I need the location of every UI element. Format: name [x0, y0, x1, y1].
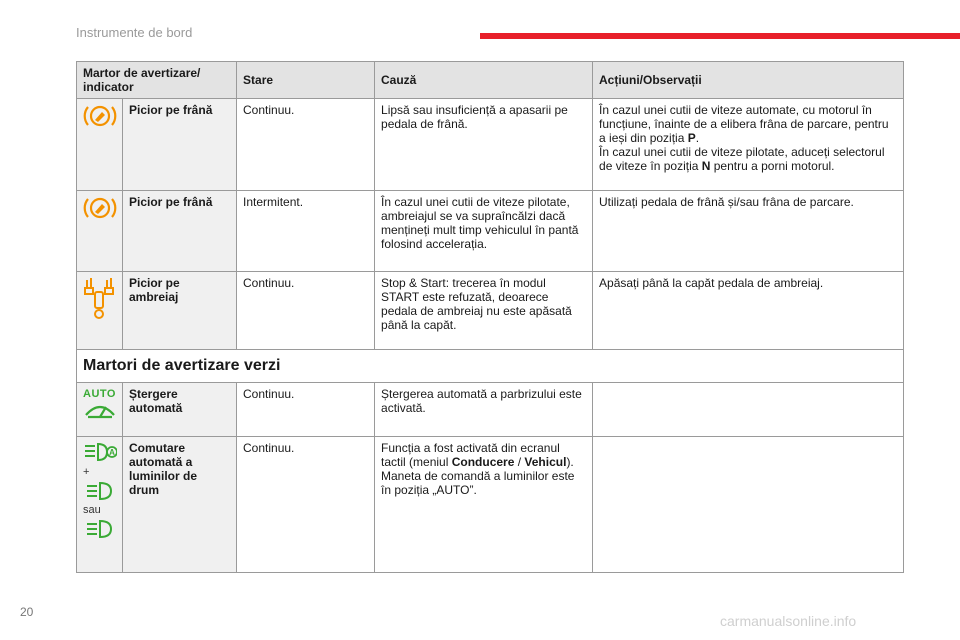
indicator-name: Picior pe ambreiaj — [123, 272, 237, 350]
indicator-state: Continuu. — [237, 437, 375, 573]
warning-lights-table — [76, 61, 904, 573]
or-label: sau — [83, 504, 101, 516]
col-header-state: Stare — [237, 62, 375, 99]
indicator-icon-cell — [77, 437, 123, 573]
indicator-icon-cell — [77, 191, 123, 272]
indicator-icon-cell — [77, 272, 123, 350]
indicator-actions — [593, 437, 904, 573]
auto-label: AUTO — [83, 388, 116, 400]
plus-sign: + — [83, 466, 90, 478]
indicator-state: Intermitent. — [237, 191, 375, 272]
col-header-indicator: Martor de avertizare/ indicator — [77, 62, 237, 99]
indicator-state: Continuu. — [237, 99, 375, 191]
table-header-row — [77, 62, 904, 99]
watermark: carmanualsonline.info — [720, 613, 857, 629]
page-number: 20 — [20, 605, 34, 619]
indicator-cause: Stop & Start: trecerea în modul START este refuzată, deoarece pedala de ambreiaj nu este apăsată până la capăt. — [375, 272, 593, 350]
indicator-name: Comutare automată a luminilor de drum — [123, 437, 237, 573]
foot-on-brake-flashing-icon — [83, 195, 117, 221]
indicator-cause: Lipsă sau insuficiență a apasarii pe pedala de frână. — [375, 99, 593, 191]
indicator-cause: În cazul unei cutii de viteze pilotate, ambreiajul se va supraîncălzi dacă mențineți mult timp vehiculul în pantă folosind accelerația. — [375, 191, 593, 272]
indicator-actions: În cazul unei cutii de viteze automate, cu motorul în funcțiune, înainte de a elibera frâna de parcare, pentru a ieși din poziția P. În cazul unei cutii de viteze pilotate, aduceți selectorul de viteze în poziția N pentru a porni motorul. — [593, 99, 904, 191]
table-row — [77, 383, 904, 437]
indicator-cause: Ștergerea automată a parbrizului este activată. — [375, 383, 593, 437]
header-red-bar — [480, 33, 960, 39]
indicator-state: Continuu. — [237, 383, 375, 437]
foot-on-clutch-icon — [83, 276, 117, 322]
table-row — [77, 437, 904, 573]
page-header-title: Instrumente de bord — [76, 25, 193, 40]
table-row — [77, 272, 904, 350]
indicator-icon-cell — [77, 383, 123, 437]
high-beam-icon — [85, 481, 115, 501]
section-header-row — [77, 350, 904, 383]
section-title: Martori de avertizare verzi — [77, 350, 904, 383]
indicator-state: Continuu. — [237, 272, 375, 350]
indicator-name: Ștergere automată — [123, 383, 237, 437]
col-header-cause: Cauză — [375, 62, 593, 99]
high-beam-alt-icon — [85, 519, 115, 539]
table-row — [77, 191, 904, 272]
foot-on-brake-icon — [83, 103, 117, 129]
col-header-actions: Acțiuni/Observații — [593, 62, 904, 99]
indicator-name: Picior pe frână — [123, 191, 237, 272]
automatic-wiper-icon — [84, 401, 116, 421]
indicator-actions — [593, 383, 904, 437]
indicator-icon-cell — [77, 99, 123, 191]
auto-high-beam-icon — [83, 441, 117, 463]
indicator-name: Picior pe frână — [123, 99, 237, 191]
table-row — [77, 99, 904, 191]
auto-letter: A — [109, 448, 115, 457]
indicator-actions: Utilizați pedala de frână și/sau frâna de parcare. — [593, 191, 904, 272]
indicator-actions: Apăsați până la capăt pedala de ambreiaj. — [593, 272, 904, 350]
indicator-cause: Funcția a fost activată din ecranul tactil (meniul Conducere / Vehicul). Maneta de comandă a luminilor este în poziția „AUTO”. — [375, 437, 593, 573]
